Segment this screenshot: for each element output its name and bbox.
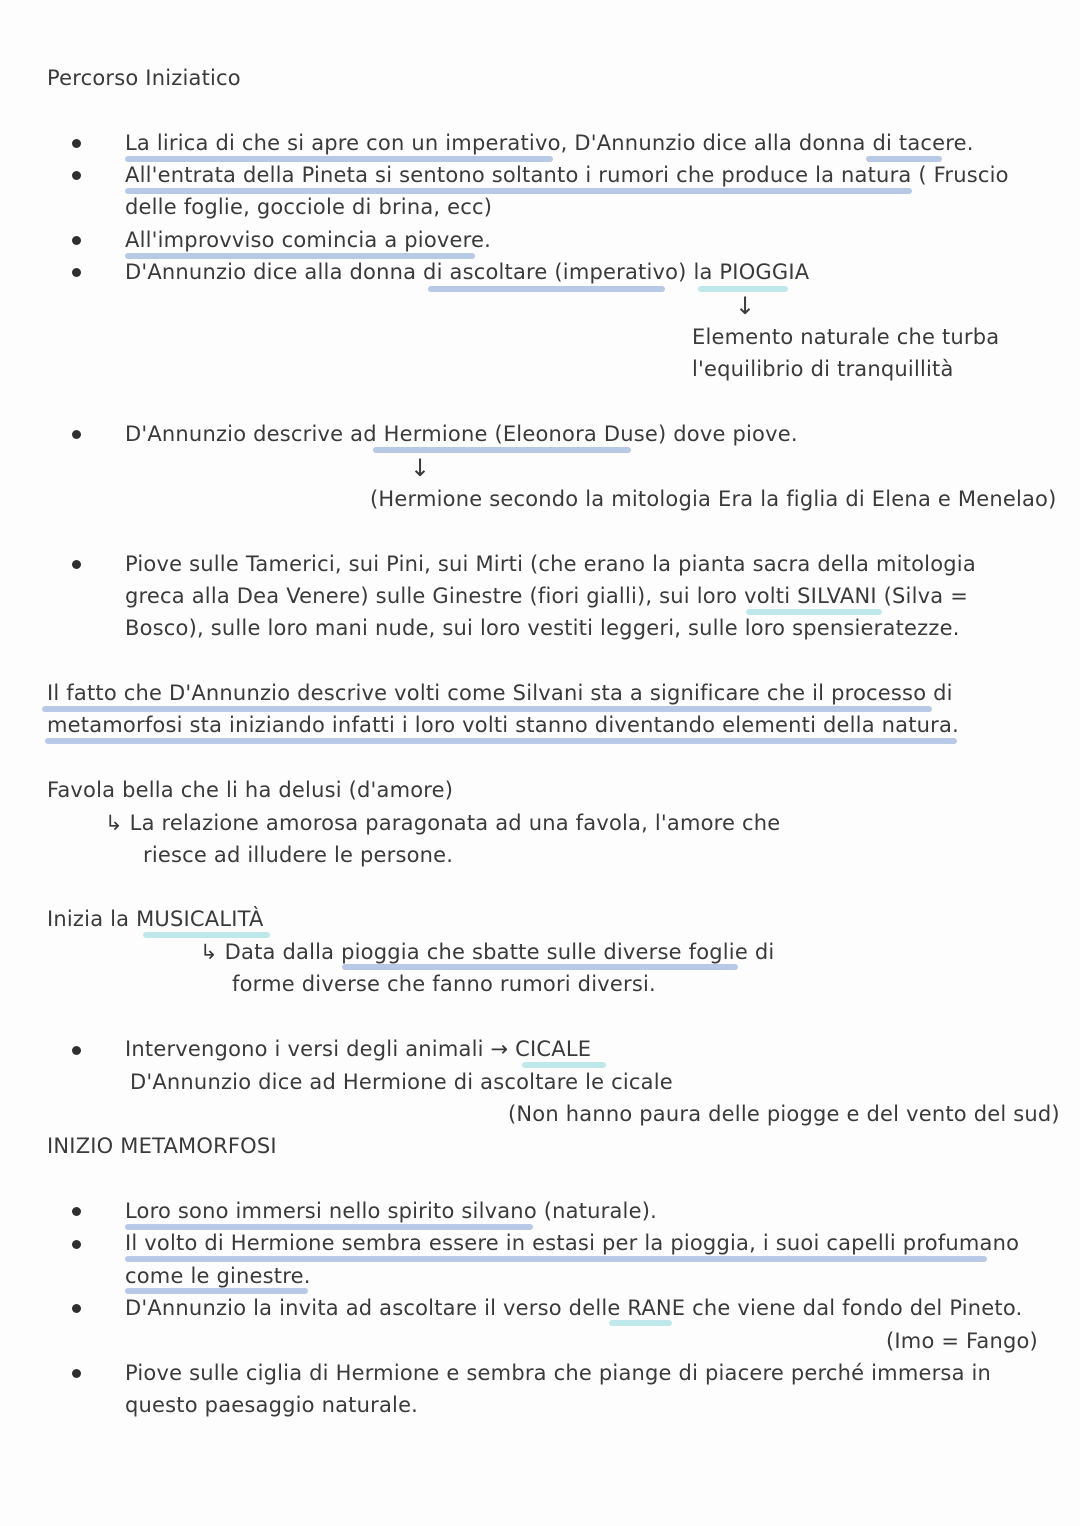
down-arrow-icon: ↓ <box>735 292 756 320</box>
bullet <box>72 560 81 569</box>
note-annotation: (Non hanno paura delle piogge e del vento del sud) <box>508 1102 1060 1126</box>
note-paragraph: Inizia la MUSICALITÀ <box>47 907 264 931</box>
note-subline: riesce ad illudere le persone. <box>143 843 454 867</box>
note-line: Bosco), sulle loro mani nude, sui loro vestiti leggeri, sulle loro spensieratezze. <box>125 616 960 640</box>
note-annotation: l'equilibrio di tranquillità <box>692 357 954 381</box>
down-arrow-icon: ↓ <box>410 454 431 482</box>
note-line: come le ginestre. <box>125 1264 311 1288</box>
note-line: delle foglie, gocciole di brina, ecc) <box>125 195 493 219</box>
bullet <box>72 430 81 439</box>
note-subline: ↳ La relazione amorosa paragonata ad una favola, l'amore che <box>105 811 781 835</box>
note-subline: ↳ Data dalla pioggia che sbatte sulle diverse foglie di <box>200 940 775 964</box>
note-line: Il volto di Hermione sembra essere in estasi per la pioggia, i suoi capelli profumano <box>125 1231 1020 1255</box>
note-line: questo paesaggio naturale. <box>125 1393 419 1417</box>
bullet <box>72 1240 81 1249</box>
note-line: La lirica di che si apre con un imperativo, D'Annunzio dice alla donna di tacere. <box>125 131 974 155</box>
note-annotation: (Hermione secondo la mitologia Era la figlia di Elena e Menelao) <box>370 487 1057 511</box>
note-paragraph: Favola bella che li ha delusi (d'amore) <box>47 778 454 802</box>
bullet <box>72 171 81 180</box>
note-line: Intervengono i versi degli animali → CICALE <box>125 1037 592 1061</box>
page-title: Percorso Iniziatico <box>47 66 241 90</box>
note-line: All'improvviso comincia a piovere. <box>125 228 491 252</box>
note-annotation: Elemento naturale che turba <box>692 325 1000 349</box>
note-line: D'Annunzio dice ad Hermione di ascoltare le cicale <box>130 1070 673 1094</box>
note-line: Piove sulle ciglia di Hermione e sembra che piange di piacere perché immersa in <box>125 1361 992 1385</box>
note-paragraph: metamorfosi sta iniziando infatti i loro volti stanno diventando elementi della natura. <box>47 713 959 737</box>
section-heading: INIZIO METAMORFOSI <box>47 1134 277 1158</box>
bullet <box>72 236 81 245</box>
bullet <box>72 1369 81 1378</box>
bullet <box>72 1304 81 1313</box>
bullet <box>72 1207 81 1216</box>
note-line: D'Annunzio dice alla donna di ascoltare (imperativo) la PIOGGIA <box>125 260 810 284</box>
note-line: Loro sono immersi nello spirito silvano (naturale). <box>125 1199 657 1223</box>
note-line: greca alla Dea Venere) sulle Ginestre (fiori gialli), sui loro volti SILVANI (Silva = <box>125 584 968 608</box>
note-paragraph: Il fatto che D'Annunzio descrive volti come Silvani sta a significare che il processo di <box>47 681 953 705</box>
bullet <box>72 1046 81 1055</box>
bullet <box>72 139 81 148</box>
note-line: Piove sulle Tamerici, sui Pini, sui Mirti (che erano la pianta sacra della mitologia <box>125 552 976 576</box>
note-annotation: (Imo = Fango) <box>886 1329 1038 1353</box>
note-line: D'Annunzio descrive ad Hermione (Eleonora Duse) dove piove. <box>125 422 798 446</box>
bullet <box>72 268 81 277</box>
note-subline: forme diverse che fanno rumori diversi. <box>232 972 656 996</box>
note-line: D'Annunzio la invita ad ascoltare il verso delle RANE che viene dal fondo del Pineto. <box>125 1296 1023 1320</box>
note-line: All'entrata della Pineta si sentono soltanto i rumori che produce la natura ( Fruscio <box>125 163 1009 187</box>
